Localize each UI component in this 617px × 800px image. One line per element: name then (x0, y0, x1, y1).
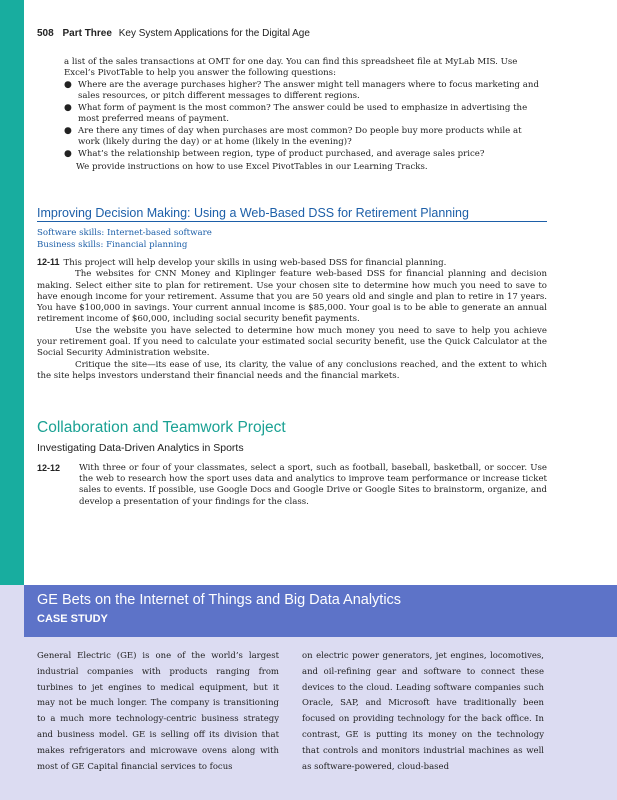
question-list (64, 80, 546, 160)
page-number: 508 (37, 28, 54, 39)
software-skills: Software skills: Internet-based software (37, 228, 212, 238)
section-heading: Improving Decision Making: Using a Web-Based DSS for Retirement Planning (37, 206, 469, 220)
teal-margin-bar (0, 0, 24, 585)
case-right-column: on electric power generators, jet engines, locomotives, and oil-refining gear and software to connect these devices to the cloud. Leading software companies such Oracle, SAP, and Microsoft have traditionally been focused on providing technology for the back office. In contrast, GE is putting its money on the technology that controls and monitors industrial machines as well as software-powered, cloud-based (302, 651, 544, 772)
body-paragraph: Use the website you have selected to determine how much money you need to save to help you achieve your retirement goal. If you need to calculate your estimated social security benefit, use the Quick Calculator at the Social Security Administration website. (37, 325, 547, 359)
list-item: ● Where are the average purchases higher? The answer might tell managers where to focus marketing and sales resources, or pitch different messages to different regions. (64, 80, 539, 101)
question-number: 12-11 (37, 257, 60, 267)
intro-paragraph: a list of the sales transactions at OMT for one day. You can find this spreadsheet file at MyLab MIS. Use Excel’s PivotTable to help you answer the following questions: (64, 57, 518, 78)
collab-subheading: Investigating Data-Driven Analytics in Sports (37, 442, 244, 454)
list-item: ● What form of payment is the most common? The answer could be used to emphasize in advertising the most preferred means of payment. (64, 103, 528, 124)
body-paragraph: The websites for CNN Money and Kiplinger feature web-based DSS for financial planning and decision making. Select either site to plan for retirement. Use your chosen site to determine how much you need to save to have enough income for your retirement. Assume that you are 50 years old and single and plan to retire in 17 years. You have $100,000 in savings. Your current annual income is $85,000. Your goal is to be able to generate an annual retirement income of $60,000, including social security benefit payments. (37, 269, 547, 325)
body-paragraph: Critique the site—its ease of use, its clarity, the value of any conclusions reached, and the extent to which the site helps investors understand their financial needs and the financial markets. (37, 359, 547, 381)
question-lead: This project will help develop your skills in using web-based DSS for financial planning. (63, 258, 447, 268)
question-number: 12-12 (37, 463, 61, 473)
business-skills: Business skills: Financial planning (37, 240, 188, 250)
question-12-11 (37, 257, 547, 382)
intro-block (64, 57, 546, 173)
case-study-title: GE Bets on the Internet of Things and Big Data Analytics (37, 592, 402, 608)
case-study-label: CASE STUDY (37, 613, 108, 625)
learning-tracks-note: We provide instructions on how to use Excel PivotTables in our Learning Tracks. (76, 162, 428, 172)
collab-heading: Collaboration and Teamwork Project (37, 419, 286, 436)
skills-block (37, 227, 212, 251)
bullet-icon: ● (64, 103, 72, 113)
section-divider (37, 221, 547, 222)
bullet-icon: ● (64, 149, 72, 159)
list-item: ● What’s the relationship between region, type of product purchased, and average sales price? (64, 149, 485, 159)
list-item: ● Are there any times of day when purchases are most common? Do people buy more products while at work (likely during the day) or at home (likely in the evening)? (64, 126, 522, 147)
bullet-icon: ● (64, 80, 72, 90)
part-title: Key System Applications for the Digital Age (118, 28, 310, 39)
running-header (37, 28, 310, 39)
question-12-12 (37, 463, 547, 508)
part-label: Part Three (62, 28, 112, 39)
case-left-column: General Electric (GE) is one of the world’s largest industrial companies with products ranging from turbines to jet engines to medical equipment, but it may not be much longer. The company is transitioning to a much more technology-centric business strategy and business model. GE is selling off its division that makes refrigerators and microwave ovens along with most of GE Capital financial services to focus (37, 651, 279, 772)
bullet-icon: ● (64, 126, 72, 136)
question-text: With three or four of your classmates, select a sport, such as football, baseball, basketball, or soccer. Use the web to research how the sport uses data and analytics to improve team performance or increase ticket sales to events. If possible, use Google Docs and Google Drive or Google Sites to brainstorm, organize, and develop a presentation of your findings for the class. (79, 463, 547, 507)
